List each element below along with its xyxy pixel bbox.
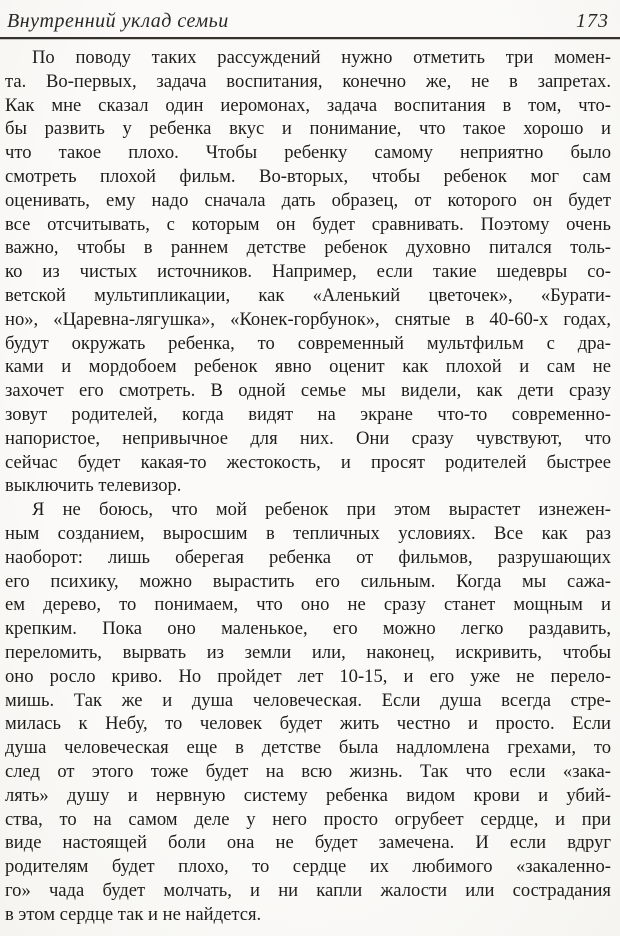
text-line: зовут родителей, когда видят на экране что-то современно- (5, 403, 611, 425)
text-line: наоборот: лишь оберегая ребенка от фильмов, разрушающих (5, 546, 611, 568)
text-line: его психику, можно вырастить его сильным. Когда мы сажа- (5, 570, 611, 592)
text-line: лять» душу и нервную систему ребенка видом крови и убий- (5, 784, 611, 806)
text-line: оно росло криво. Но пройдет лет 10-15, и его уже не перело- (5, 665, 611, 687)
page-header (5, 6, 611, 34)
text-line: оценивать, ему надо сначала дать образец, от которого он будет (5, 189, 611, 211)
paragraph (5, 46, 611, 498)
text-line: но», «Царевна-лягушка», «Конек-горбунок», снятые в 40-60-х годах, (5, 308, 611, 330)
text-line: все отсчитывать, с которым он будет сравнивать. Поэтому очень (5, 213, 611, 235)
text-line: милась к Небу, то человек будет жить честно и просто. Если (5, 713, 611, 735)
text-line: сейчас будет какая-то жестокость, и просят родителей быстрее (5, 451, 611, 473)
header-rule (0, 37, 620, 39)
text-line: ко из чистых источников. Например, если такие шедевры со- (5, 261, 611, 283)
text-line: напористое, непривычное для них. Они сразу чувствуют, что (5, 427, 611, 449)
text-line: что такое плохо. Чтобы ребенку самому неприятно было (5, 142, 611, 164)
text-line: след от этого тоже будет на всю жизнь. Так что если «зака- (5, 760, 611, 782)
page-number: 173 (576, 10, 609, 32)
text-line: будут окружать ребенка, то современный мультфильм с дра- (5, 332, 611, 354)
text-line: го» чада будет молчать, и ни капли жалости или сострадания (5, 879, 611, 901)
text-line: в этом сердце так и не найдется. (5, 903, 262, 925)
text-line: бы развить у ребенка вкус и понимание, что такое хорошо и (5, 118, 611, 140)
text-line: По поводу таких рассуждений нужно отметить три момен- (32, 47, 611, 68)
running-title: Внутренний уклад семьи (7, 10, 229, 32)
text-line: крепким. Пока оно маленькое, его можно легко раздавить, (5, 618, 611, 640)
text-line: смотреть плохой фильм. Во-вторых, чтобы ребенок мог сам (5, 165, 611, 187)
text-line: важно, чтобы в раннем детстве ребенок духовно питался толь- (5, 237, 611, 259)
text-line: мишь. Так же и душа человеческая. Если душа всегда стре- (5, 689, 611, 711)
text-line: виде настоящей боли она не будет замечена. И если вдруг (5, 832, 611, 854)
text-line: ветской мультипликации, как «Аленький цветочек», «Бурати- (5, 284, 611, 306)
text-line: переломить, вырвать из земли или, наконец, искривить, чтобы (5, 641, 611, 663)
text-line: ками и мордобоем ребенок явно оценит как плохой и сам не (5, 356, 611, 378)
text-line: ным созданием, выросшим в тепличных условиях. Все как раз (5, 522, 611, 544)
text-line: захочет его смотреть. В одной семье мы видели, как дети сразу (5, 380, 611, 402)
text-line: душа человеческая еще в детстве была надломлена грехами, то (5, 737, 611, 759)
text-line: ем дерево, то понимаем, что оно не сразу станет мощным и (5, 594, 611, 616)
text-line: Как мне сказал один иеромонах, задача воспитания в том, что- (5, 94, 611, 116)
text-line: та. Во-первых, задача воспитания, конечно же, не в запретах. (5, 70, 611, 92)
text-line: Я не боюсь, что мой ребенок при этом вырастет изнежен- (32, 499, 611, 521)
paragraph (5, 498, 611, 926)
text-line: родителям будет плохо, то сердце их любимого «закаленно- (5, 856, 611, 878)
body-text (5, 46, 611, 926)
text-line: выключить телевизор. (5, 475, 182, 497)
text-line: ства, то на самом деле у него просто огрубеет сердце, и при (5, 808, 611, 830)
